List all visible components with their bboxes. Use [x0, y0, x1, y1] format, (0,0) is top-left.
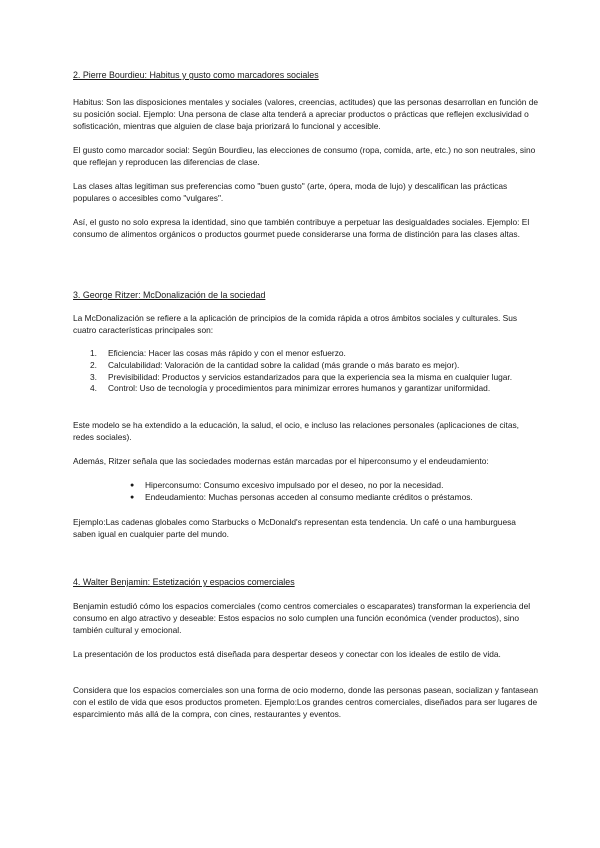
list-item: 1. Eficiencia: Hacer las cosas más rápido y con el menor esfuerzo.	[90, 348, 346, 358]
paragraph-ocio-moderno: Considera que los espacios comerciales son una forma de ocio moderno, donde las personas pasean, socializan y fantasean con el estilo de vida que esos productos prometen. Ejemplo:Los grandes centros comerciales, diseñados para ser lugares de esparcimiento más allá de la compra, con cines, restaurantes y eventos.	[73, 685, 539, 719]
list-item: ● Hiperconsumo: Consumo excesivo impulsado por el deseo, no por la necesidad.	[130, 480, 444, 490]
paragraph-ejemplo-cadenas: Ejemplo:Las cadenas globales como Starbucks o McDonald's representan esta tendencia. Un café o una hamburguesa saben igual en cualquier parte del mundo.	[73, 517, 516, 539]
section-heading-benjamin: 4. Walter Benjamin: Estetización y espacios comerciales	[73, 577, 295, 587]
section-heading-bourdieu: 2. Pierre Bourdieu: Habitus y gusto como marcadores sociales	[73, 70, 319, 80]
list-item: 4. Control: Uso de tecnología y procedimientos para minimizar errores humanos y garantizar uniformidad.	[90, 383, 491, 394]
paragraph-habitus: Habitus: Son las disposiciones mentales y sociales (valores, creencias, actitudes) que las personas desarrollan en función de su posición social. Ejemplo: Una persona de clase alta tenderá a apreciar productos o prácticas que reflejen exclusividad o sofisticación, mientras que alguien de clase baja priorizará lo funcional y accesible.	[73, 97, 539, 131]
list-item: 3. Previsibilidad: Productos y servicios estandarizados para que la experiencia sea la misma en cualquier lugar.	[90, 371, 513, 382]
section-heading-ritzer: 3. George Ritzer: McDonalización de la sociedad	[73, 290, 266, 300]
consumption-bullet-list	[130, 480, 530, 504]
paragraph-ademas: Además, Ritzer señala que las sociedades modernas están marcadas por el hiperconsumo y el endeudamiento:	[73, 456, 489, 466]
list-item: ● Endeudamiento: Muchas personas acceden al consumo mediante créditos o préstamos.	[130, 491, 473, 502]
paragraph-modelo-extendido: Este modelo se ha extendido a la educación, la salud, el ocio, e incluso las relaciones personales (aplicaciones de citas, redes sociales).	[73, 420, 520, 442]
paragraph-benjamin-estudio: Benjamin estudió cómo los espacios comerciales (como centros comerciales o escaparates) transforman la experiencia del consumo en algo atractivo y deseable: Estos espacios no solo cumplen una función económica (vender productos), sino también cultural y emocional.	[73, 601, 531, 635]
bullet-icon: ●	[130, 482, 135, 489]
paragraph-mcdonalizacion-intro: La McDonalización se refiere a la aplicación de principios de la comida rápida a otros ámbitos sociales y culturales. Sus cuatro características principales son:	[73, 313, 518, 335]
list-item: 2. Calculabilidad: Valoración de la cantidad sobre la calidad (más grande o más barato es mejor).	[90, 359, 460, 370]
paragraph-clases-altas: Las clases altas legitiman sus preferencias como "buen gusto" (arte, ópera, moda de lujo) y descalifican las prácticas populares o accesibles como "vulgares".	[73, 181, 508, 203]
paragraph-gusto-identidad: Así, el gusto no solo expresa la identidad, sino que también contribuye a perpetuar las desigualdades sociales. Ejemplo: El consumo de alimentos orgánicos o productos gourmet puede considerarse una forma de distinción para las clases altas.	[73, 217, 530, 239]
paragraph-presentacion-productos: La presentación de los productos está diseñada para despertar deseos y conectar con los ideales de estilo de vida.	[73, 649, 501, 659]
characteristics-list	[73, 348, 539, 395]
bullet-icon: ●	[130, 493, 135, 501]
paragraph-gusto-marcador: El gusto como marcador social: Según Bourdieu, las elecciones de consumo (ropa, comida, arte, etc.) no son neutrales, sino que reflejan y reproducen las diferencias de clase.	[73, 145, 536, 167]
